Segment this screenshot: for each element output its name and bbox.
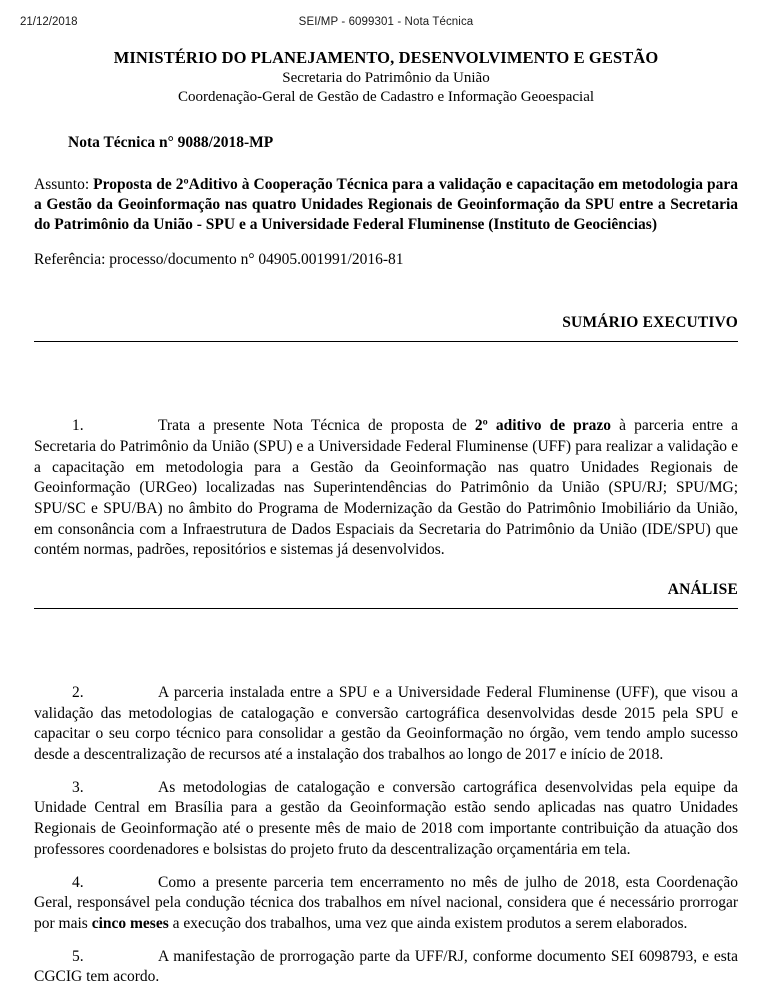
assunto-block bbox=[34, 175, 738, 235]
assunto-text: Proposta de 2ºAditivo à Cooperação Técnica para a validação e capacitação em metodologia para a Gestão da Geoinformação nas quatro Unidades Regionais de Geoinformação da SPU entre a Secretaria do Patrimônio da União - SPU e a Universidade Federal Fluminense (Instituto de Geociências) bbox=[34, 175, 738, 233]
assunto-label: Assunto: bbox=[34, 175, 94, 193]
paragraph-number-4: 4. bbox=[72, 873, 84, 891]
paragraph-3 bbox=[34, 778, 738, 861]
secretariat-name: Secretaria do Patrimônio da União bbox=[282, 69, 490, 86]
paragraph-text-2-part1: A parceria instalada entre a SPU e a Universidade Federal Fluminense (UFF), que visou a validação das metodologias de catalogação e conversão cartográfica desenvolvidas desde 2015 pela SPU e capacitar o seu corpo técnico para consolidar a gestão da Geoinformação no órgão, vem tendo amplo sucesso desde a descentralização de recursos até a instalação dos trabalhos ao longo de 2017 e início de 2018. bbox=[34, 684, 738, 764]
paragraph-text-1-part1: Trata a presente Nota Técnica de proposta de bbox=[158, 417, 475, 435]
paragraph-text-1-part2: à parceria entre a Secretaria do Patrimônio da União (SPU) e a Universidade Federal Fluminense (UFF) para realizar a validação e a capacitação em metodologia para a Gestão da Geoinformação nas quatro Unidades Regionais de Geoinformação (URGeo) localizadas nas Superintendências do Patrimônio da União (SPU/RJ; SPU/MG; SPU/SC e SPU/BA) no âmbito do Programa de Modernização da Gestão do Patrimônio Imobiliário da União, em consonância com a Infraestrutura de Dados Espaciais da Secretaria do Patrimônio da União (IDE/SPU) que contém normas, padrões, repositórios e sistemas já desenvolvidos. bbox=[34, 417, 739, 559]
header-date: 21/12/2018 bbox=[20, 16, 78, 28]
header-document-title: SEI/MP - 6099301 - Nota Técnica bbox=[298, 16, 474, 28]
paragraph-text-4-part2: a execução dos trabalhos, uma vez que ainda existem produtos a serem elaborados. bbox=[168, 914, 688, 932]
nota-tecnica-number: Nota Técnica n° 9088/2018-MP bbox=[68, 133, 274, 151]
paragraph-1 bbox=[34, 416, 738, 561]
running-header bbox=[0, 0, 772, 34]
document-body bbox=[34, 134, 738, 988]
spacer-analise bbox=[34, 609, 738, 643]
paragraph-text-4-part1: Como a presente parceria tem encerramento no mês de julho de 2018, esta Coordenação Geral, responsável pela condução técnica dos trabalhos em nível nacional, considera que é necessário prorrogar por mais bbox=[34, 873, 738, 932]
paragraph-5 bbox=[34, 947, 738, 988]
referencia-line: Referência: processo/documento n° 04905.001991/2016-81 bbox=[34, 251, 404, 269]
ministry-name: MINISTÉRIO DO PLANEJAMENTO, DESENVOLVIMENTO E GESTÃO bbox=[113, 48, 659, 67]
paragraph-number-5: 5. bbox=[72, 947, 84, 965]
paragraph-number-2: 2. bbox=[72, 684, 84, 701]
paragraph-text-4-bold: cinco meses bbox=[91, 914, 169, 932]
paragraph-number-1: 1. bbox=[72, 417, 84, 435]
paragraph-text-1-bold: 2º aditivo de prazo bbox=[474, 417, 612, 435]
paragraph-text-3-part1: As metodologias de catalogação e conversão cartográfica desenvolvidas pela equipe da Unidade Central em Brasília para a gestão da Geoinformação estão sendo aplicadas nas quatro Unidades Regionais de Geoinformação até o presente mês de maio de 2018 com importante contribuição da atuação dos professores coordenadores e bolsistas do projeto fruto da descentralização orçamentária em tela. bbox=[34, 778, 738, 858]
spacer-sumario bbox=[34, 342, 738, 376]
paragraph-number-3: 3. bbox=[72, 778, 84, 796]
paragraph-text-5-part1: A manifestação de prorrogação parte da UFF/RJ, conforme documento SEI 6098793, e esta CGCIG tem acordo. bbox=[34, 947, 738, 986]
organization-masthead bbox=[0, 48, 772, 108]
paragraph-4 bbox=[34, 873, 738, 935]
section-heading-sumario-executivo: SUMÁRIO EXECUTIVO bbox=[562, 314, 738, 332]
coordination-name: Coordenação-Geral de Gestão de Cadastro e Informação Geoespacial bbox=[177, 89, 595, 106]
paragraph-2 bbox=[34, 683, 738, 766]
section-heading-analise: ANÁLISE bbox=[667, 581, 738, 598]
